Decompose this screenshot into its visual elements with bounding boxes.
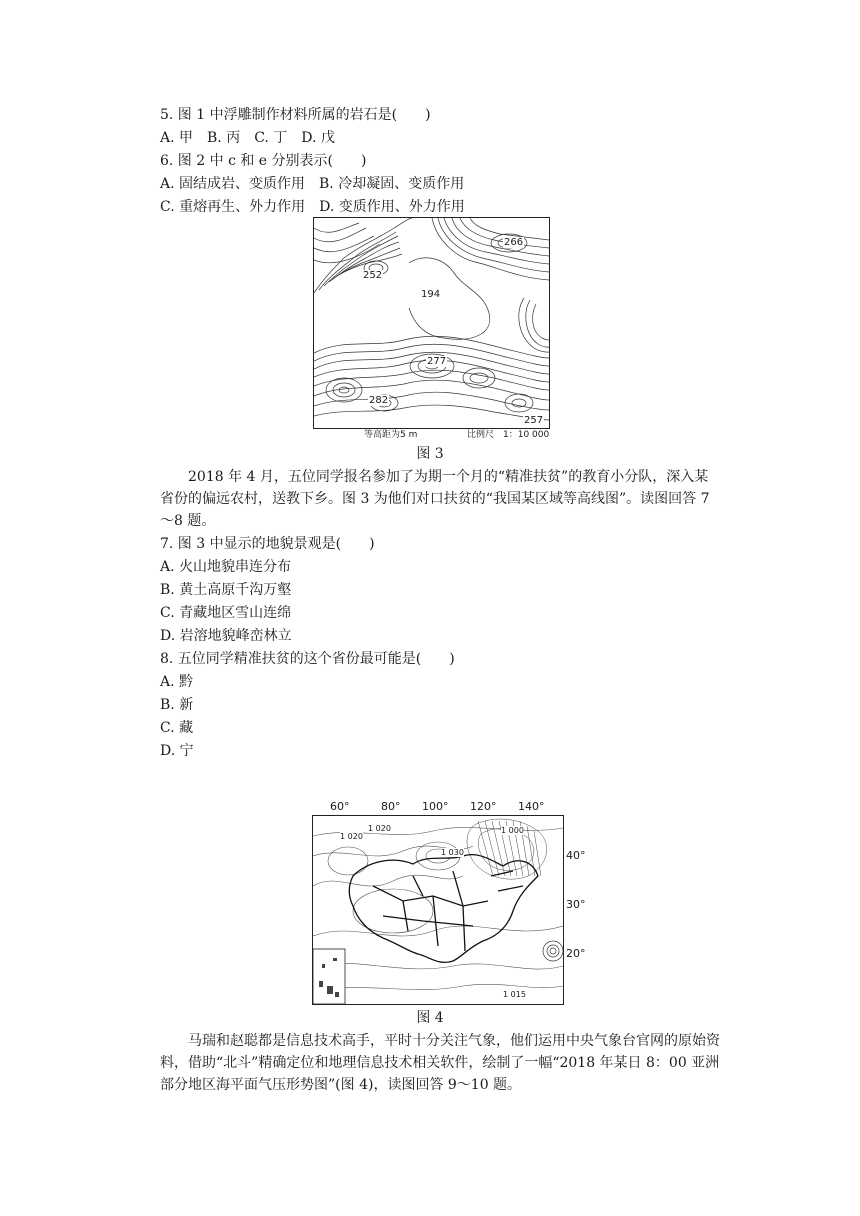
- contour-label-257: 257: [524, 415, 544, 426]
- q6-options-row1: A. 固结成岩、变质作用 B. 冷却凝固、变质作用: [160, 176, 465, 192]
- q5-stem: 5. 图 1 中浮雕制作材料所属的岩石是( ): [160, 107, 431, 123]
- intro-7-8: [160, 466, 720, 532]
- intro-7-8-text: 2018 年 4 月，五位同学报名参加了为期一个月的“精准扶贫”的教育小分队，深入某省份的偏远农村，送教下乡。图 3 为他们对口扶贫的“我国某区域等高线图”。读图回答 7～8 题。: [160, 469, 710, 529]
- latitude-label-40: 40°: [566, 849, 586, 862]
- q7-option-b: B. 黄土高原千沟万壑: [160, 582, 292, 598]
- isobar-label-1000: 1 000: [501, 826, 524, 835]
- isobar-label-1020-west: 1 020: [340, 832, 363, 841]
- q8-option-c: C. 藏: [160, 720, 194, 736]
- latitude-label-30: 30°: [566, 898, 586, 911]
- longitude-label-120: 120°: [470, 800, 497, 813]
- q7-option-d: D. 岩溶地貌峰峦林立: [160, 628, 292, 644]
- isobar-map-graphic: [313, 816, 563, 1004]
- q8-option-d: D. 宁: [160, 743, 194, 759]
- figure4-caption: 图 4: [416, 1010, 444, 1026]
- q5-options: A. 甲 B. 丙 C. 丁 D. 戊: [160, 130, 335, 146]
- longitude-label-140: 140°: [518, 800, 545, 813]
- q6-options-row2: C. 重熔再生、外力作用 D. 变质作用、外力作用: [160, 199, 465, 215]
- q8-stem: 8. 五位同学精准扶贫的这个省份最可能是( ): [160, 651, 455, 667]
- figure4-pressure-map: [312, 815, 564, 1005]
- contour-interval-note: 等高距为5 m: [364, 430, 418, 440]
- isobar-label-1020-north: 1 020: [368, 824, 391, 833]
- contour-label-252: 252: [363, 270, 383, 281]
- longitude-label-60: 60°: [330, 800, 350, 813]
- contour-label-282: 282: [369, 395, 389, 406]
- contour-label-194: 194: [421, 289, 441, 300]
- contour-label-277: 277: [427, 356, 447, 367]
- isobar-label-1015: 1 015: [503, 990, 526, 999]
- latitude-label-20: 20°: [566, 947, 586, 960]
- q8-option-b: B. 新: [160, 697, 194, 713]
- intro-9-10-text: 马瑞和赵聪都是信息技术高手，平时十分关注气象，他们运用中央气象台官网的原始资料，借助“北斗”精确定位和地理信息技术相关软件，绘制了一幅“2018 年某日 8：00 亚洲部分地区海平面气压形势图”(图 4)，读图回答 9～10 题。: [160, 1033, 720, 1093]
- figure3-caption: 图 3: [416, 446, 444, 462]
- contour-label-266: 266: [504, 237, 524, 248]
- q8-option-a: A. 黔: [160, 674, 194, 690]
- q7-option-a: A. 火山地貌串连分布: [160, 559, 292, 575]
- q6-stem: 6. 图 2 中 c 和 e 分别表示( ): [160, 153, 367, 169]
- figure3-contour-map: [313, 217, 550, 429]
- contour-lines-graphic: [314, 218, 549, 428]
- intro-9-10: [160, 1030, 720, 1096]
- q7-stem: 7. 图 3 中显示的地貌景观是( ): [160, 536, 375, 552]
- longitude-label-80: 80°: [381, 800, 401, 813]
- q7-option-c: C. 青藏地区雪山连绵: [160, 605, 292, 621]
- isobar-label-1030: 1 030: [441, 848, 464, 857]
- longitude-label-100: 100°: [422, 800, 449, 813]
- map-scale-note: 比例尺 1：10 000: [467, 430, 550, 440]
